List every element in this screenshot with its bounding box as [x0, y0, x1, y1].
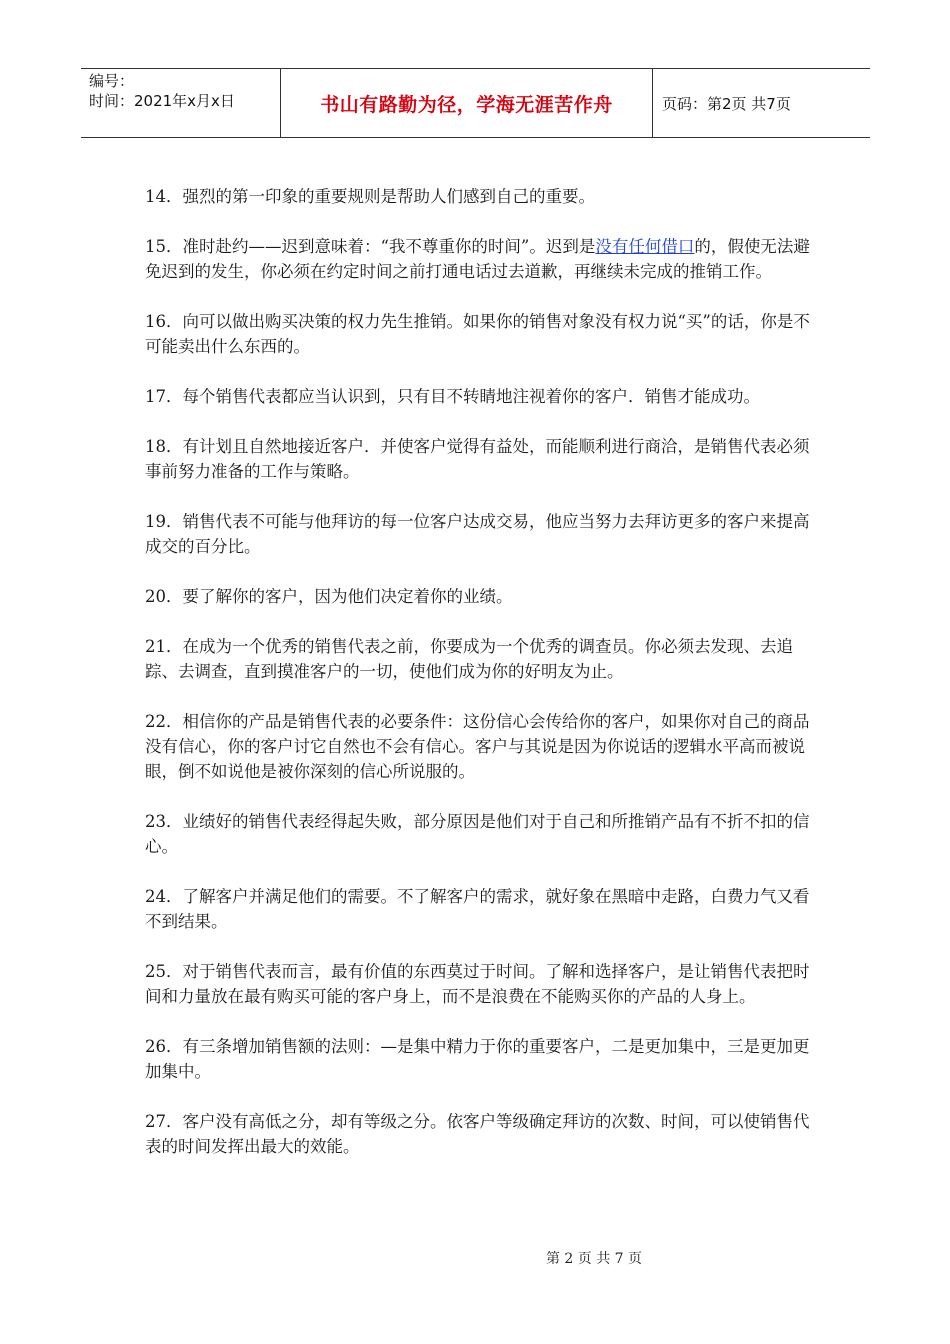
- header-motto-cell: [281, 69, 653, 137]
- no-excuse-link[interactable]: 没有任何借口: [595, 237, 695, 256]
- header-page-code: 页码：第2页 共7页: [662, 94, 791, 113]
- paragraph-16: 16．向可以做出购买决策的权力先生推销。如果你的销售对象没有权力说“买”的话，你是不可能卖出什么东西的。: [145, 312, 810, 356]
- paragraph-24: 24．了解客户并满足他们的需要。不了解客户的需求，就好象在黑暗中走路，白费力气又看不到结果。: [145, 887, 810, 931]
- paragraph-15: [145, 234, 810, 284]
- document-body: [145, 184, 810, 1184]
- paragraph-22: 22．相信你的产品是销售代表的必要条件：这份信心会传给你的客户，如果你对自己的商品没有信心，你的客户讨它自然也不会有信心。客户与其说是因为你说话的逻辑水平高而被说眼，倒不如说他是被你深刻的信心所说服的。: [145, 712, 810, 781]
- paragraph-18: 18．有计划且自然地接近客户．并使客户觉得有益处，而能顺利进行商洽，是销售代表必须事前努力准备的工作与策略。: [145, 437, 810, 481]
- paragraph-23: 23．业绩好的销售代表经得起失败，部分原因是他们对于自己和所推销产品有不折不扣的信心。: [145, 812, 810, 856]
- paragraph-20: 20．要了解你的客户，因为他们决定着你的业绩。: [145, 587, 513, 606]
- header-meta: [81, 69, 281, 137]
- paragraph-27: 27．客户没有高低之分，却有等级之分。依客户等级确定拜访的次数、时间，可以使销售代表的时间发挥出最大的效能。: [145, 1112, 810, 1156]
- paragraph-14: 14．强烈的第一印象的重要规则是帮助人们感到自己的重要。: [145, 187, 595, 206]
- paragraph-17: 17．每个销售代表都应当认识到，只有目不转睛地注视着你的客户．销售才能成功。: [145, 387, 760, 406]
- paragraph-21: 21．在成为一个优秀的销售代表之前，你要成为一个优秀的调查员。你必须去发现、去追踪、去调查，直到摸准客户的一切，使他们成为你的好明友为止。: [145, 637, 793, 681]
- header-motto: 书山有路勤为径，学海无涯苦作舟: [320, 93, 613, 116]
- paragraph-25: 25．对于销售代表而言，最有价值的东西莫过于时间。了解和选择客户，是让销售代表把时间和力量放在最有购买可能的客户身上，而不是浪费在不能购买你的产品的人身上。: [145, 962, 810, 1006]
- time-label: 时间：2021年x月x日: [89, 92, 235, 110]
- paragraph-26: 26．有三条增加销售额的法则：—是集中精力于你的重要客户，二是更加集中，三是更加更加集中。: [145, 1037, 810, 1081]
- paragraph-15-before: 15．准时赴约——迟到意味着：“我不尊重你的时间”。迟到是: [145, 237, 596, 256]
- serial-label: 编号：: [89, 72, 135, 90]
- page-footer: 第 2 页 共 7 页: [545, 1251, 643, 1267]
- header-page-code-cell: [653, 69, 870, 137]
- document-header: [81, 68, 870, 138]
- paragraph-15-after: 的，假使无法避免迟到的发生，你必须在约定时间之前打通电话过去道歉，再继续未完成的推销工作。: [145, 237, 810, 281]
- paragraph-19: 19．销售代表不可能与他拜访的每一位客户达成交易，他应当努力去拜访更多的客户来提高成交的百分比。: [145, 512, 810, 556]
